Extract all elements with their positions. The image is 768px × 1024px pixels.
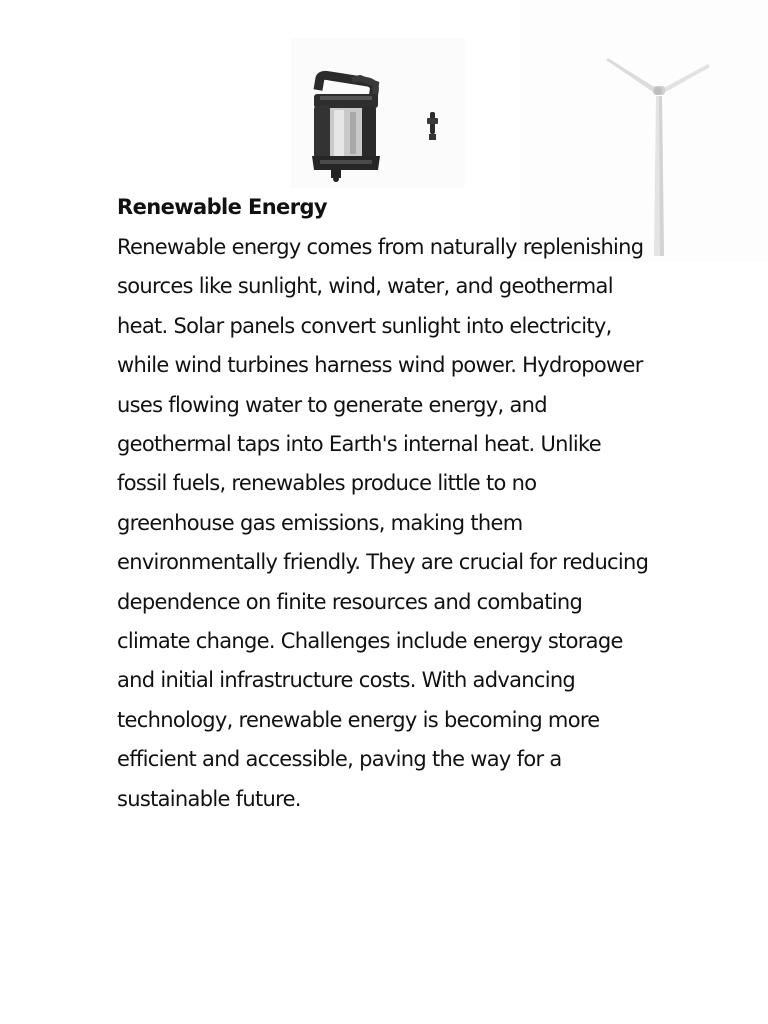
- article-title: Renewable Energy: [117, 195, 327, 219]
- article-line: technology, renewable energy is becoming more: [117, 707, 600, 732]
- article-line: Renewable energy comes from naturally replenishing: [117, 235, 644, 259]
- article-line: fossil fuels, renewables produce little to no: [117, 471, 537, 496]
- article-line: geothermal taps into Earth's internal heat. Unlike: [117, 432, 601, 457]
- article-line: heat. Solar panels convert sunlight into electricity,: [117, 313, 612, 338]
- article-line: efficient and accessible, paving the way for a: [117, 747, 562, 772]
- article-line: sources like sunlight, wind, water, and geothermal: [117, 274, 613, 299]
- article-line: climate change. Challenges include energy storage: [117, 629, 623, 654]
- lantern-icon: [290, 38, 465, 188]
- article-line: dependence on finite resources and combating: [117, 589, 583, 614]
- article-body: [117, 228, 677, 819]
- article-line: sustainable future.: [117, 786, 301, 811]
- wind-turbine-icon: [520, 0, 768, 262]
- article-line: environmentally friendly. They are crucial for reducing: [117, 550, 649, 575]
- article-line: and initial infrastructure costs. With advancing: [117, 668, 576, 693]
- lantern-image: [290, 38, 465, 188]
- wind-turbine-image: [520, 0, 768, 262]
- article-line: greenhouse gas emissions, making them: [117, 510, 523, 535]
- article-line: while wind turbines harness wind power. Hydropower: [117, 353, 643, 378]
- article-line: uses flowing water to generate energy, and: [117, 392, 547, 417]
